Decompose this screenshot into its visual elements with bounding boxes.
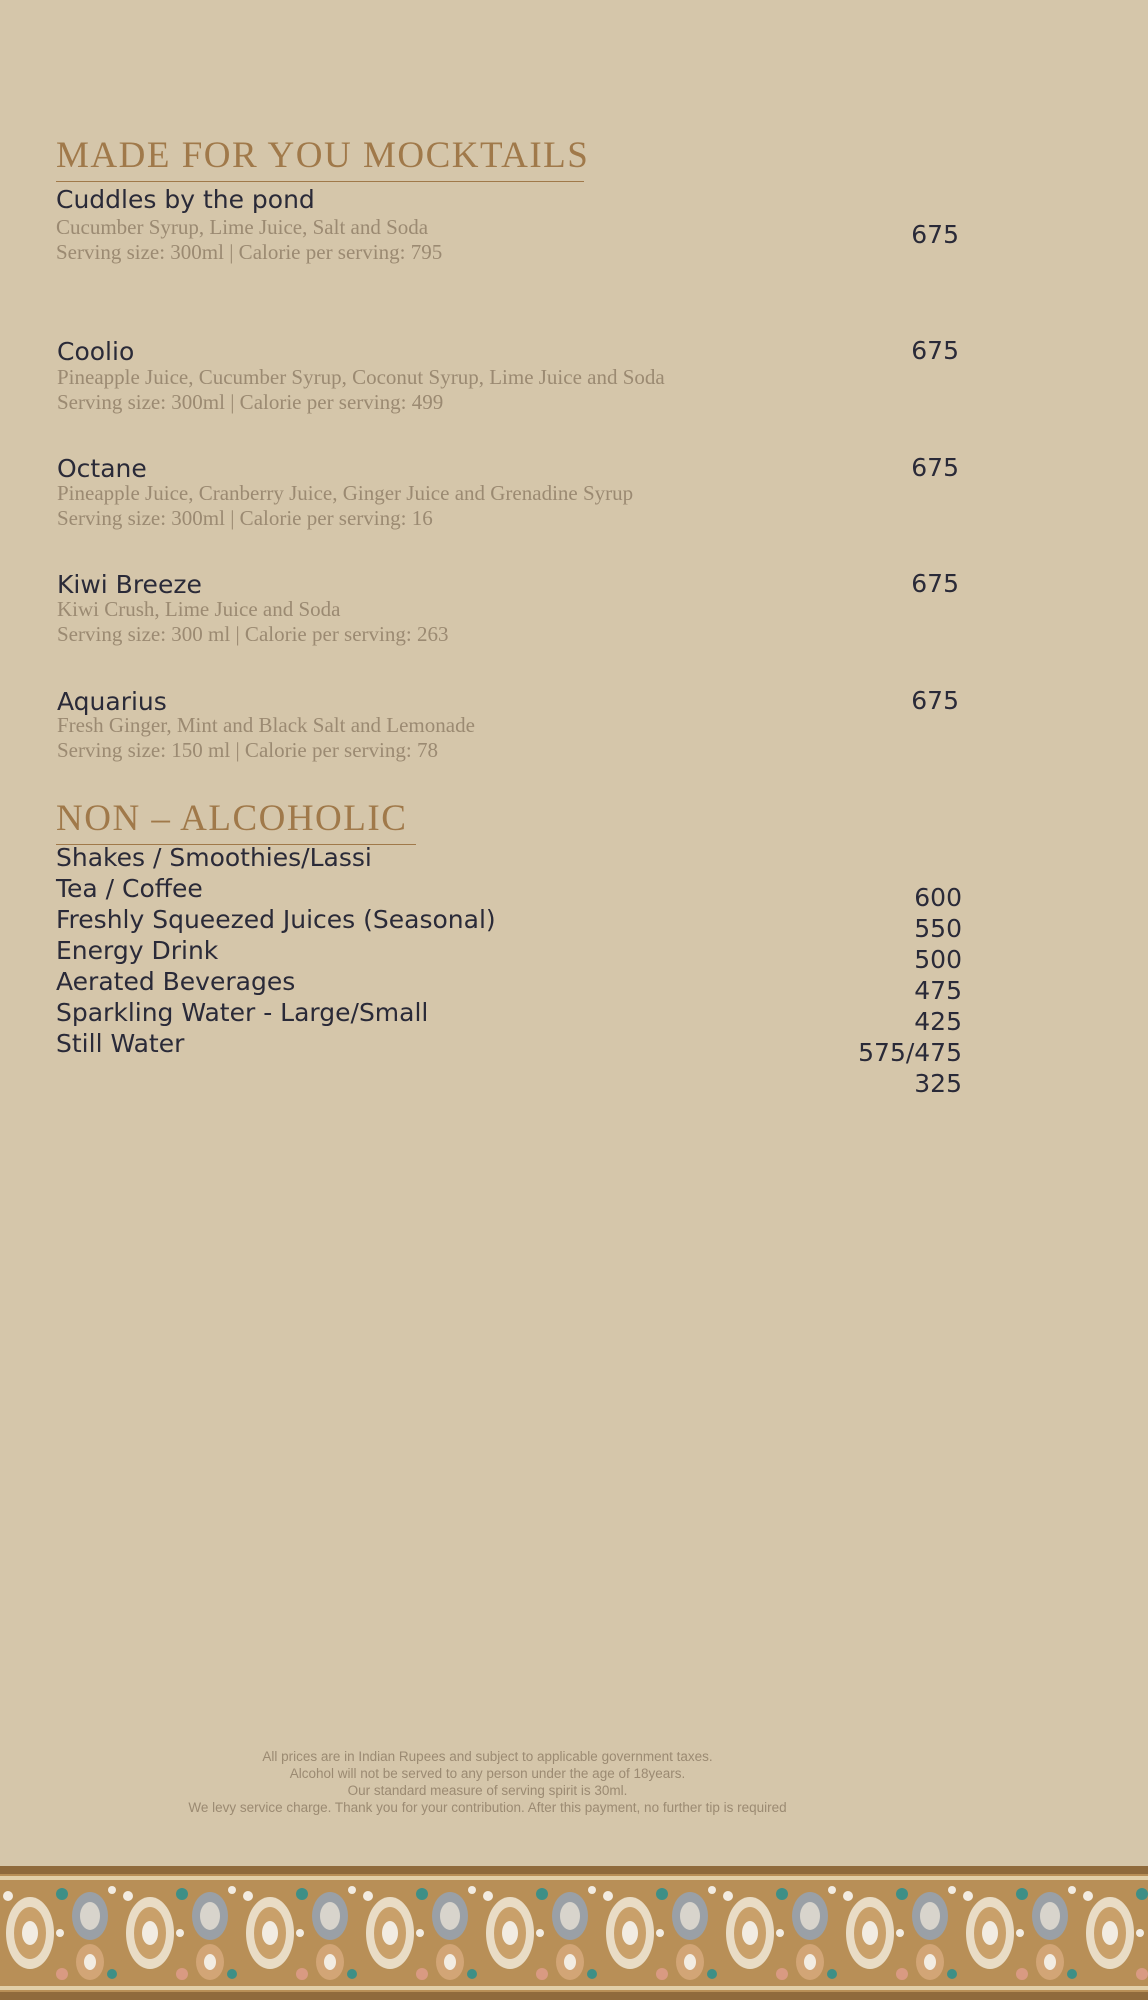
item-name: Coolio <box>57 337 135 366</box>
non-alcoholic-section-title: NON – ALCOHOLIC <box>56 798 408 839</box>
non-alcoholic-list <box>56 842 496 1059</box>
item-ingredients: Pineapple Juice, Cranberry Juice, Ginger Juice and Grenadine Syrup <box>57 481 634 505</box>
list-item: Sparkling Water - Large/Small <box>56 998 429 1027</box>
item-price: 325 <box>914 1069 962 1098</box>
item-serving: Serving size: 300 ml | Calorie per serving: 263 <box>57 622 449 646</box>
item-name: Cuddles by the pond <box>56 185 315 214</box>
footer-disclaimer <box>0 1748 975 1816</box>
item-price: 675 <box>911 220 959 249</box>
item-price: 675 <box>911 686 959 715</box>
embroidered-border-decoration <box>0 1866 1148 2000</box>
footer-line: Our standard measure of serving spirit is 30ml. <box>347 1783 628 1798</box>
footer-line: Alcohol will not be served to any person under the age of 18years. <box>289 1766 686 1781</box>
list-item: Shakes / Smoothies/Lassi <box>56 843 372 872</box>
item-name: Octane <box>57 454 147 483</box>
item-serving: Serving size: 150 ml | Calorie per serving: 78 <box>57 738 438 762</box>
list-item: Energy Drink <box>56 936 219 965</box>
footer-line: All prices are in Indian Rupees and subject to applicable government taxes. <box>262 1749 713 1764</box>
item-price: 675 <box>911 453 959 482</box>
item-price: 600 <box>914 883 962 912</box>
mocktails-title-rule <box>56 181 584 182</box>
mocktails-section-title: MADE FOR YOU MOCKTAILS <box>56 135 590 176</box>
item-ingredients: Pineapple Juice, Cucumber Syrup, Coconut Syrup, Lime Juice and Soda <box>57 365 665 389</box>
item-serving: Serving size: 300ml | Calorie per serving: 16 <box>57 506 433 530</box>
list-item: Tea / Coffee <box>56 874 203 903</box>
list-item: Aerated Beverages <box>56 967 296 996</box>
item-price: 500 <box>914 945 962 974</box>
item-price: 475 <box>914 976 962 1005</box>
item-ingredients: Kiwi Crush, Lime Juice and Soda <box>57 597 341 621</box>
item-price: 550 <box>914 914 962 943</box>
item-price: 675 <box>911 569 959 598</box>
item-price: 675 <box>911 336 959 365</box>
item-name: Kiwi Breeze <box>57 570 202 599</box>
list-item: Still Water <box>56 1029 185 1058</box>
non-alcoholic-prices <box>858 882 962 1099</box>
list-item: Freshly Squeezed Juices (Seasonal) <box>56 905 496 934</box>
footer-line: We levy service charge. Thank you for your contribution. After this payment, no further tip is required <box>188 1800 787 1815</box>
item-ingredients: Fresh Ginger, Mint and Black Salt and Lemonade <box>57 713 475 737</box>
item-name: Aquarius <box>57 687 167 716</box>
item-price: 575/475 <box>858 1038 962 1067</box>
item-ingredients: Cucumber Syrup, Lime Juice, Salt and Soda <box>56 215 429 239</box>
floral-pattern-icon <box>0 1866 1148 2000</box>
item-serving: Serving size: 300ml | Calorie per serving: 499 <box>57 390 444 414</box>
item-serving: Serving size: 300ml | Calorie per serving: 795 <box>56 240 443 264</box>
item-price: 425 <box>914 1007 962 1036</box>
